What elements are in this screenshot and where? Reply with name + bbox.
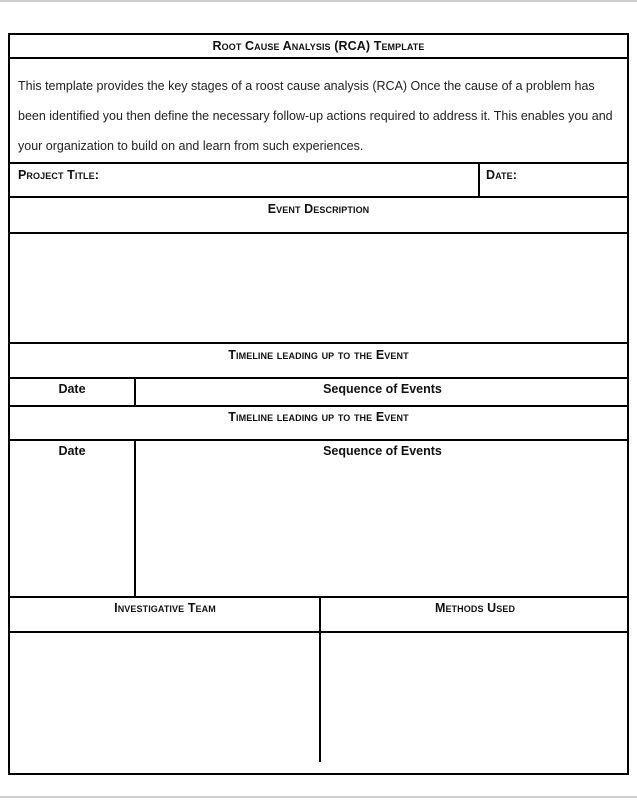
page-top-edge — [0, 0, 637, 2]
investigative-team-heading: Investigative Team — [114, 601, 216, 615]
timeline-heading-1: Timeline leading up to the Event — [228, 348, 409, 362]
sequence-column-header: Sequence of Events — [323, 444, 442, 458]
investigative-team-field[interactable] — [10, 633, 319, 763]
methods-used-field[interactable] — [321, 633, 629, 763]
form-title: Root Cause Analysis (RCA) Template — [212, 39, 425, 53]
page-bottom-edge — [0, 796, 637, 798]
divider — [10, 405, 627, 407]
timeline-heading-2: Timeline leading up to the Event — [228, 410, 409, 424]
sequence-column-header: Sequence of Events — [323, 382, 442, 396]
divider — [10, 377, 627, 379]
divider — [10, 439, 627, 441]
methods-used-heading: Methods Used — [434, 601, 516, 615]
divider — [10, 57, 627, 59]
divider — [10, 196, 627, 198]
date-entries-field[interactable] — [10, 465, 134, 595]
date-column-header: Date — [58, 444, 86, 458]
intro-paragraph: This template provides the key stages of a roost cause analysis (RCA) Once the cause of a problem has been identified you then define the necessary follow-up actions required to address it. This enables you and your organization to build on and learn from such experiences. — [18, 79, 613, 153]
divider — [10, 162, 627, 164]
event-description-field[interactable] — [10, 234, 627, 342]
sequence-entries-field[interactable] — [136, 465, 629, 595]
divider — [10, 342, 627, 344]
rca-form — [8, 33, 629, 775]
date-column-header: Date — [58, 382, 86, 396]
project-title-label: Project Title: — [18, 168, 100, 182]
event-description-heading: Event Description — [267, 202, 370, 216]
divider — [478, 162, 480, 198]
date-label: Date: — [486, 168, 518, 182]
